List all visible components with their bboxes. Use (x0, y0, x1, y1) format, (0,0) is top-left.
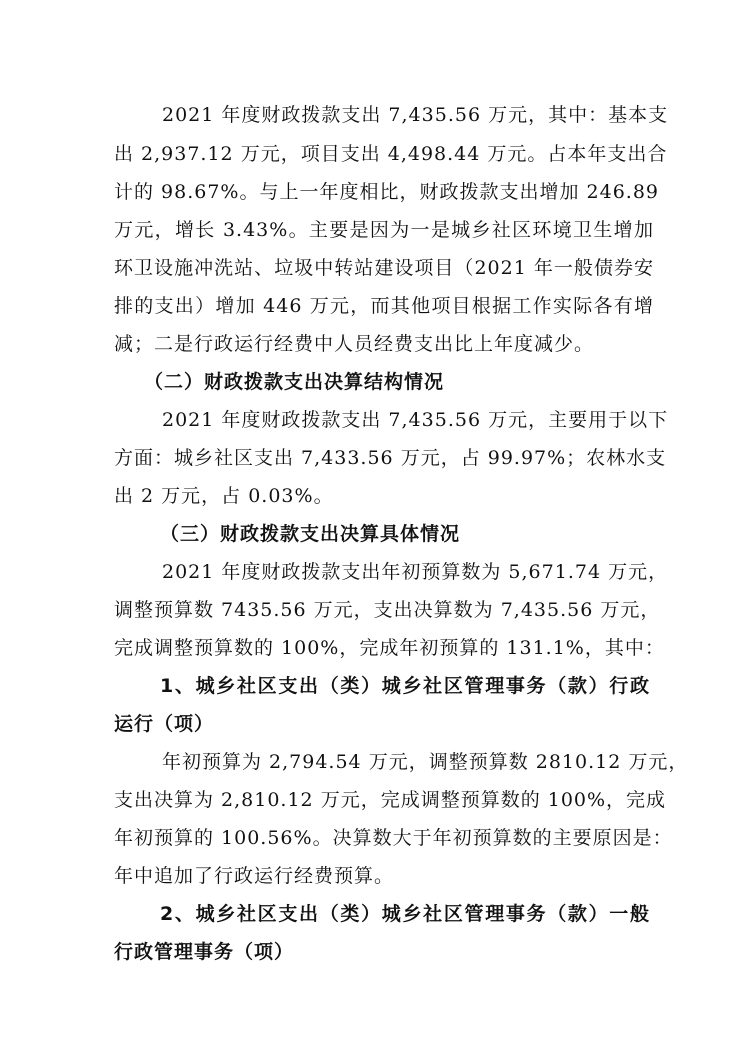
paragraph2-line3: 出 2 万元，占 0.03%。 (114, 485, 334, 507)
section-heading-2: （二）财政拨款支出决算结构情况 (144, 371, 445, 393)
paragraph3-line3: 完成调整预算数的 100%，完成年初预算的 131.1%，其中： (114, 637, 665, 659)
paragraph1-line6: 排的支出）增加 446 万元，而其他项目根据工作实际各有增 (114, 295, 654, 317)
paragraph3-line1: 2021 年度财政拨款支出年初预算数为 5,671.74 万元， (162, 561, 669, 583)
paragraph1-line3: 计的 98.67%。与上一年度相比，财政拨款支出增加 246.89 (114, 181, 660, 203)
paragraph4-line4: 年中追加了行政运行经费预算。 (114, 865, 395, 887)
paragraph1-line4: 万元，增长 3.43%。主要是因为一是城乡社区环境卫生增加 (114, 219, 654, 241)
item2-heading-line1: 2、城乡社区支出（类）城乡社区管理事务（款）一般 (160, 903, 650, 925)
item2-heading-line2: 行政管理事务（项） (114, 941, 295, 963)
paragraph2-line2: 方面：城乡社区支出 7,433.56 万元，占 99.97%；农林水支 (114, 447, 667, 469)
paragraph4-line2: 支出决算为 2,810.12 万元，完成调整预算数的 100%，完成 (114, 789, 667, 811)
paragraph3-line2: 调整预算数 7435.56 万元，支出决算数为 7,435.56 万元， (114, 599, 661, 621)
paragraph2-line1: 2021 年度财政拨款支出 7,435.56 万元，主要用于以下 (162, 409, 669, 431)
paragraph4-line3: 年初预算的 100.56%。决算数大于年初预算数的主要原因是： (114, 827, 673, 849)
paragraph1-line7: 减；二是行政运行经费中人员经费支出比上年度减少。 (114, 333, 595, 355)
item1-heading-line1: 1、城乡社区支出（类）城乡社区管理事务（款）行政 (160, 675, 650, 697)
paragraph4-line1: 年初预算为 2,794.54 万元，调整预算数 2810.12 万元， (162, 751, 689, 773)
section-heading-3: （三）财政拨款支出决算具体情况 (160, 523, 461, 545)
paragraph1-line5: 环卫设施冲洗站、垃圾中转站建设项目（2021 年一般债券安 (114, 257, 654, 279)
paragraph1-line2: 出 2,937.12 万元，项目支出 4,498.44 万元。占本年支出合 (114, 143, 668, 165)
paragraph1-line1: 2021 年度财政拨款支出 7,435.56 万元，其中：基本支 (162, 104, 669, 126)
item1-heading-line2: 运行（项） (114, 713, 215, 735)
